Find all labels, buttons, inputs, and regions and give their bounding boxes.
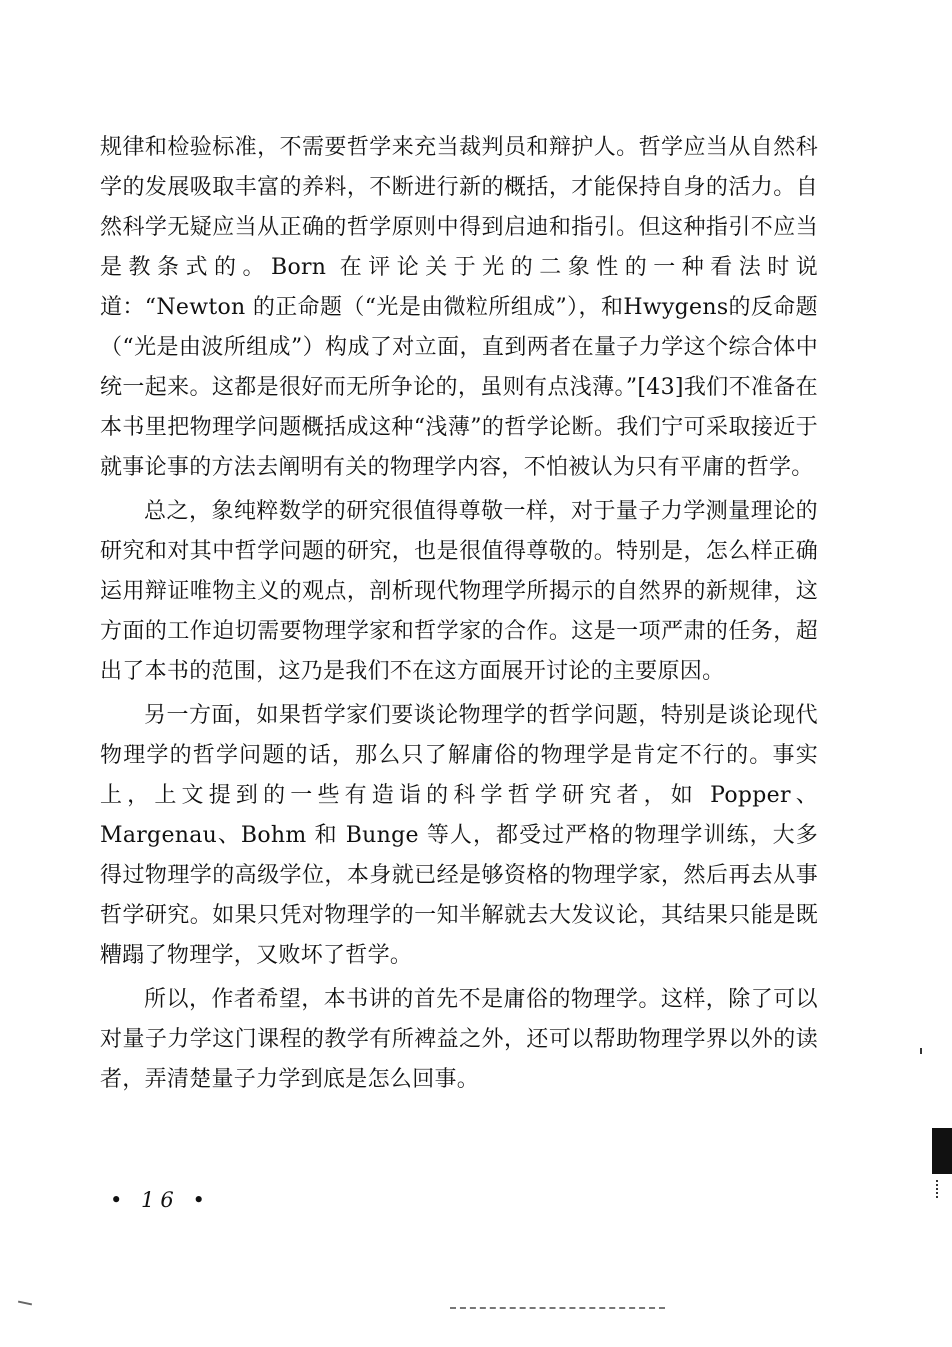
paragraph-4: 所以，作者希望，本书讲的首先不是庸俗的物理学。这样，除了可以对量子力学这门课程的教学有所裨益之外，还可以帮助物理学界以外的读者，弄清楚量子力学到底是怎么回事。	[100, 987, 818, 1092]
page-number: • 16 •	[110, 1188, 211, 1212]
scan-edge-mark	[932, 1128, 952, 1174]
paragraph-continuation: 规律和检验标准，不需要哲学来充当裁判员和辩护人。哲学应当从自然科学的发展吸取丰富的养料，不断进行新的概括，才能保持自身的活力。自然科学无疑应当从正确的哲学原则中得到启迪和指引。但这种指引不应当是教条式的。Born 在评论关于光的二象性的一种看法时说道：“Newton 的正命题（“光是由微粒所组成”），和Hwygens的反命题（“光是由波所组成”）构成了对立面，直到两者在量子力学这个综合体中统一起来。这都是很好而无所争论的，虽则有点浅薄。”[43]我们不准备在本书里把物理学问题概括成这种“浅薄”的哲学论断。我们宁可采取接近于就事论事的方法去阐明有关的物理学内容，不怕被认为只有平庸的哲学。	[100, 135, 818, 480]
scan-edge-dots	[936, 1180, 944, 1198]
paragraph-2: 总之，象纯粹数学的研究很值得尊敬一样，对于量子力学测量理论的研究和对其中哲学问题的研究，也是很值得尊敬的。特别是，怎么样正确运用辩证唯物主义的观点，剖析现代物理学所揭示的自然界的新规律，这方面的工作迫切需要物理学家和哲学家的合作。这是一项严肃的任务，超出了本书的范围，这乃是我们不在这方面展开讨论的主要原因。	[100, 499, 818, 684]
scan-corner-smudge	[18, 1301, 32, 1306]
paragraph-3: 另一方面，如果哲学家们要谈论物理学的哲学问题，特别是谈论现代物理学的哲学问题的话，那么只了解庸俗的物理学是肯定不行的。事实上，上文提到的一些有造诣的科学哲学研究者，如 Popper、Margenau、Bohm 和 Bunge 等人，都受过严格的物理学训练，大多得过物理学的高级学位，本身就已经是够资格的物理学家，然后再去从事哲学研究。如果只凭对物理学的一知半解就去大发议论，其结果只能是既糟蹋了物理学，又败坏了哲学。	[100, 703, 818, 968]
scan-dot	[920, 1048, 922, 1054]
body-text	[100, 128, 818, 1100]
scan-bottom-smudge	[450, 1307, 665, 1312]
